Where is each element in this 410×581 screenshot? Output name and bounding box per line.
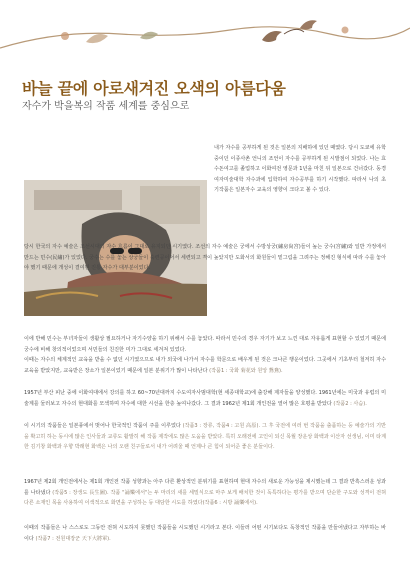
bird-shape [300,20,317,29]
paragraph: 이때는 자수의 체계적인 교육을 받을 수 없던 시기였으므로 내가 외국에 나가서 자수를 학문으로 배우게 된 것은 크나큰 행운이었다. 그곳에서 기초부터 철저히 자수 교육을 받았지만, 교육받은 장소가 일본이었기 때문에 일본 분위기가 많이 나타난다 (작품1 : 국화 菊花와 원앙 鴛鴦). [24,357,386,374]
bird-wing [284,29,304,34]
paragraph: 내가 자수를 공부하게 된 것은 일본의 지배하에 있던 때였다. 당시 도쿄에 유학 중이던 이종사촌 언니의 조언이 자수를 공부하게 된 시발점이 되었다. 나는 효수돈여고를 졸업하고 이화여전 영문과 1년을 마친 뒤 일본으로 건너갔다. 동경여자미술대학 자수과에 입학하여 자수공부를 하기 시작했다. 따라서 나의 초기작품은 일본자수 교육의 영향이 크다고 볼 수 있다. [214,145,386,194]
paragraph: 1957년 부산 피난 중에 이화여대에서 강의를 하고 60~70년대까지 수도여자사범대학(현 세종대학교)에 출강해 제자들을 양성했다. 1961년에는 미국과 유럽의 미술계를 둘러보고 자수의 현대화를 모색하며 자수에 대한 시선을 한층 높여나갔다. 그 결과 1962년 제1회 개인전을 열어 많은 호평을 받았다 (작품2 : 사슴). [24,390,386,407]
flower-dot [61,32,69,40]
article-title: 바늘 끝에 아로새겨진 오색의 아름다움 [22,79,286,98]
artwork-reference: (작품3 : 장류, 작품4 : 고원 高原). 그 후 국전에 여러 번 작품을 출품하는 등 예술가의 기반을 확고히 하는 동시에 많은 인사들과 교류도 활발히 해 작품 제작에도 많은 도움을 받았다. 특히 오래전에 고인이 되신 목월 장운상 화백과 이산자 선생님, 이미 타계한 김기창 화백과 우향 박래현 화백은 나의 오랜 친구들로서 내가 어려울 때 언제나 큰 힘이 되어준 좋은 분들이다. [24,423,387,451]
bird-shape [262,31,282,42]
article-subtitle: 자수가 박을복의 작품 세계를 중심으로 [22,101,190,112]
leaf-shape [140,32,158,40]
artwork-reference: (작품7 : 전원대장군 天下大將軍). [35,535,111,542]
artwork-reference: (작품2 : 사슴). [333,400,367,407]
leaf-shape [86,34,108,43]
artwork-reference: (작품1 : 국화 菊花와 원앙 鴛鴦). [209,367,283,374]
paragraph: 1967년 제2회 개인전에서는 제1회 개인전 작품 성향과는 아주 다른 환상적인 분위기를 표현하며 현대 자수의 새로운 가능성을 제시했는데 그 결과 반흑스러운 성과를 나타냈다 (작품5 : 장생도 長生圖). 작품 "誦樂에서"는 두 마리의 새를 세밀식으로 마주 보게 배치한 것이 독특하다는 평가를 받으며 단순한 구도와 성격이 전혀 다른 소재인 목을 사용하여 이색적으로 화면을 구성하는 등 대담한 시도를 하였다(작품6 : 시방 誦樂에서). [24,479,386,507]
paragraph: 당시 한국의 자수 예술은 조선시대의 자수 흐름이 그대로 유지되던 시기였다. 조선의 자수 예술은 궁에서 수방상궁(繡房尙宮)들이 높는 궁수(宮繡)와 일반 가정에서 만드는 민수(民繡)가 있었다. 궁수는 수를 놓는 상궁들이 숙련공이어서 세련되고 격이 높았지만 도화서의 화원들이 밑그림을 그려주는 정해진 형식에 따라 수를 놓아야 했기 때문에 개성이 결여된 진통 자수가 대부분이었다. [24,244,386,272]
header-bird-decoration [0,0,410,70]
flower-dot [342,27,349,34]
paragraph: 이에 반해 민수는 부녀자들이 생활상 필요하거나 자기수양을 하기 위해서 수를 놓았다. 따라서 민수의 경우 자기가 보고 느낀 대로 자유롭게 표현할 수 있었기 때문에 궁수에 비해 창의적이었으며 서민들의 친진한 미가 그대로 세겨져 있었다. [24,336,387,353]
paragraph: 이때의 작품들은 나 스스로도 그동안 전혀 시도하지 못했던 작품들을 시도했던 시기라고 본다. 이들러 어떤 시기보다도 독창적인 작품을 만들어냈다고 자부하는 바이다 (작품7 : 전원대장군 天下大將軍). [24,525,386,542]
paragraph: 이 시기의 작품들은 일본풍에서 벗어나 한국적인 작품이 주를 이루었다 (작품3 : 장류, 작품4 : 고원 高原). 그 후 국전에 여러 번 작품을 출품하는 등 예술가의 기반을 확고히 하는 동시에 많은 인사들과 교류도 활발히 해 작품 제작에도 많은 도움을 받았다. 특히 오래전에 고인이 되신 목월 장운상 화백과 이산자 선생님, 이미 타계한 김기창 화백과 우향 박래현 화백은 나의 오랜 친구들로서 내가 어려울 때 언제나 큰 힘이 되어준 좋은 분들이다. [24,423,387,451]
artwork-reference: (작품5 : 장생도 長生圖). 작품 "誦樂에서"는 두 마리의 새를 세밀식으로 마주 보게 배치한 것이 독특하다는 평가를 받으며 단순한 구도와 성격이 전혀 다른 소재인 목을 사용하여 이색적으로 화면을 구성하는 등 대담한 시도를 하였다(작품6 : 시방 誦樂에서). [24,489,386,507]
